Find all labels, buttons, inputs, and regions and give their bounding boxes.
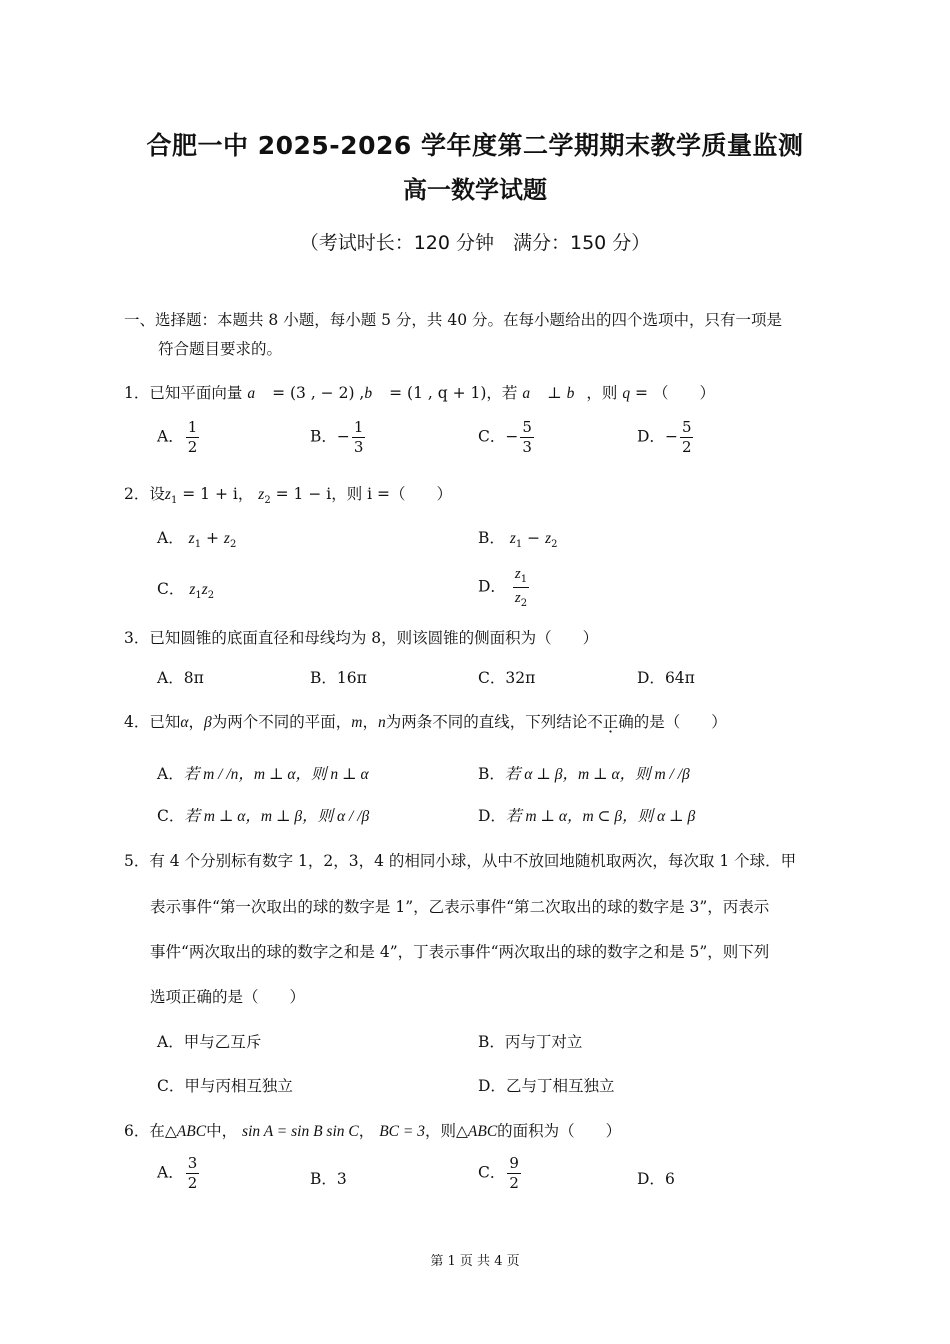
q1-option-d: D．− $\frac{5}{2}$ (637, 418, 692, 456)
question-1: 1．已知平面向量 a⃗ = (3 , − 2) ,b⃗ = (1 , q + 1)，若 a⃗ ⊥ b⃗，则 q = （ ） (124, 384, 715, 402)
q6-option-a: A． $\frac{3}{2}$ (157, 1154, 198, 1192)
question-4: 4．已知α，β为两个不同的平面，m，n为两条不同的直线，下列结论不正确的是（ ） (124, 713, 727, 731)
q4-option-c: C．若 m ⊥ α，m ⊥ β，则 α / /β (157, 807, 370, 825)
q6-option-b: B．3 (310, 1170, 347, 1188)
q5-option-d: D．乙与丁相互独立 (478, 1077, 615, 1095)
q5-line-4: 选项正确的是（ ） (150, 988, 306, 1006)
exam-title: 合肥一中 2025-2026 学年度第二学期期末教学质量监测 (146, 131, 804, 160)
q5-option-a: A．甲与乙互斥 (157, 1033, 262, 1051)
q4-option-d: D．若 m ⊥ α，m ⊂ β，则 α ⊥ β (478, 807, 696, 825)
question-6: 6．在△ABC中， sin A = sin B sin C， BC = 3，则△ABC的面积为（ ） (124, 1122, 622, 1140)
q1-option-c: C．− $\frac{5}{3}$ (478, 418, 532, 456)
section-line-1: 一、选择题：本题共 8 小题，每小题 5 分，共 40 分。在每小题给出的四个选项中，只有一项是 (124, 311, 783, 329)
question-5: 5．有 4 个分别标有数字 1，2，3，4 的相同小球，从中不放回地随机取两次，每次取 1 个球．甲 (124, 852, 797, 870)
q5-option-b: B．丙与丁对立 (478, 1033, 583, 1051)
section-heading (124, 306, 782, 364)
exam-info: （考试时长：120 分钟 满分：150 分） (299, 232, 651, 254)
q3-option-a: A．8π (157, 669, 204, 687)
q3-option-c: C．32π (478, 669, 536, 687)
q2-option-b: B． $z_1 - z_2$ (478, 529, 558, 551)
q6-option-d: D．6 (637, 1170, 675, 1188)
q3-option-d: D．64π (637, 669, 695, 687)
q4-option-b: B．若 α ⊥ β，m ⊥ α，则 m / /β (478, 765, 690, 783)
q2-option-c: C． $z_1z_2$ (157, 580, 215, 602)
question-number: 1． (124, 384, 150, 402)
q1-option-b: B．− $\frac{1}{3}$ (310, 418, 364, 456)
q2-option-a: A． $z_1 + z_2$ (157, 529, 237, 551)
question-3: 3．已知圆锥的底面直径和母线均为 8，则该圆锥的侧面积为（ ） (124, 629, 599, 647)
q2-option-d: D． $\frac{z_1}{z_2}$ (478, 566, 528, 609)
q4-option-a: A．若 m / /n，m ⊥ α，则 n ⊥ α (157, 765, 369, 783)
q3-option-b: B．16π (310, 669, 367, 687)
q5-line-2: 表示事件“第一次取出的球的数字是 1”，乙表示事件“第二次取出的球的数字是 3”，丙表示 (150, 898, 770, 916)
question-2: 2．设$z_1 = 1 + i$， $z_2 = 1 - i$，则 i =（ ） (124, 485, 453, 507)
section-line-2: 符合题目要求的。 (158, 340, 283, 358)
q5-option-c: C．甲与丙相互独立 (157, 1077, 293, 1095)
emphasis-text: 不正确 (587, 713, 634, 731)
q5-line-3: 事件“两次取出的球的数字之和是 4”，丁表示事件“两次取出的球的数字之和是 5”，则下列 (150, 943, 770, 961)
q6-option-c: C． $\frac{9}{2}$ (478, 1154, 519, 1192)
page-footer: 第 1 页 共 4 页 (430, 1254, 520, 1269)
exam-subtitle: 高一数学试题 (403, 176, 547, 204)
q1-option-a: A． $\frac{1}{2}$ (157, 418, 198, 456)
